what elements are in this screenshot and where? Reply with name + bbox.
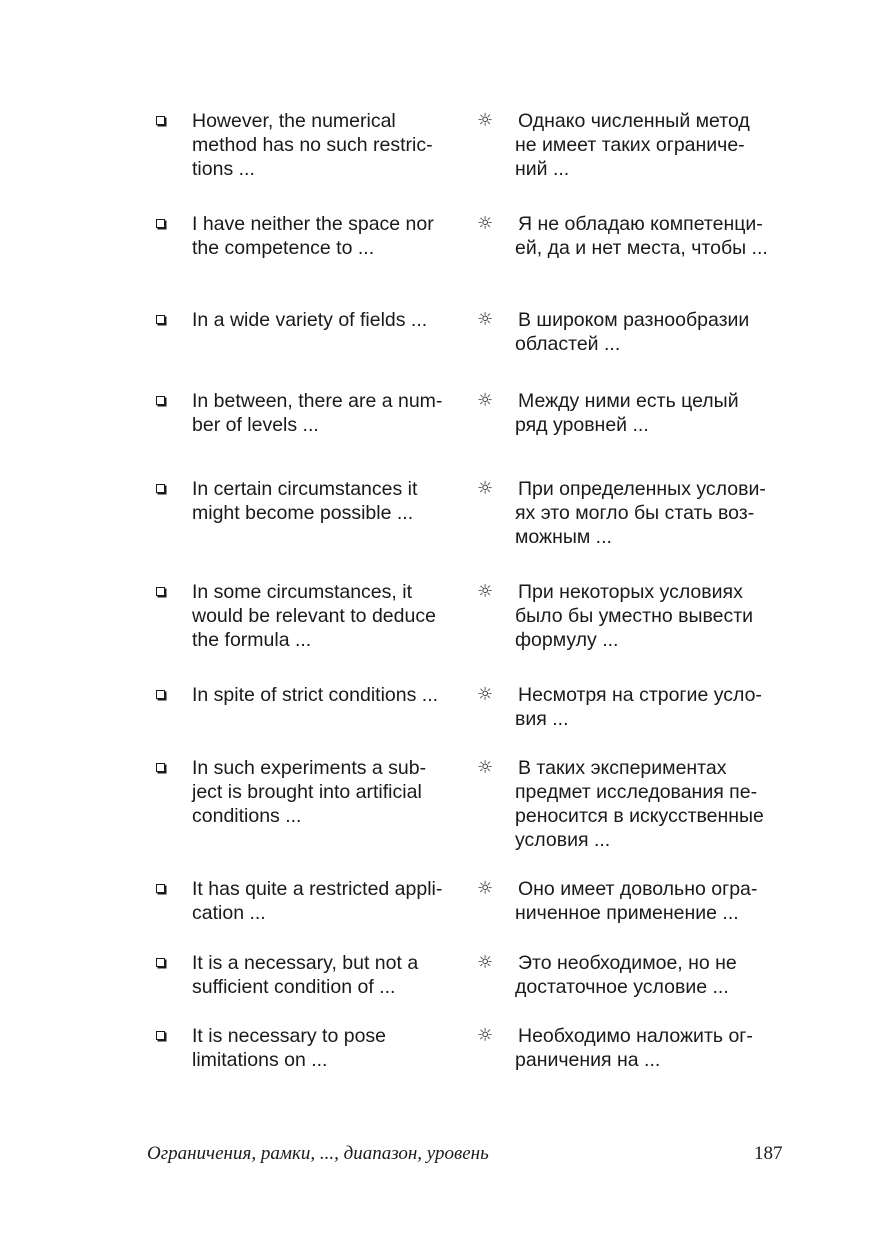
russian-line: было бы уместно вывести bbox=[515, 605, 754, 627]
english-line: However, the numerical bbox=[192, 110, 396, 132]
russian-phrase bbox=[515, 109, 795, 181]
russian-line: ях это могло бы стать воз- bbox=[515, 502, 755, 524]
english-phrase bbox=[192, 683, 467, 707]
russian-line: В широком разнообразии bbox=[518, 309, 750, 331]
russian-line: Оно имеет довольно огра- bbox=[518, 878, 758, 900]
russian-line: не имеет таких ограниче- bbox=[515, 134, 745, 156]
english-line: It has quite a restricted appli- bbox=[192, 878, 443, 900]
english-line: method has no such restric- bbox=[192, 134, 433, 156]
english-line: conditions ... bbox=[192, 805, 302, 827]
checkbox-square-icon bbox=[156, 219, 165, 228]
russian-line: При определенных услови- bbox=[518, 478, 766, 500]
english-phrase bbox=[192, 1024, 467, 1072]
russian-phrase bbox=[515, 389, 795, 437]
english-phrase bbox=[192, 308, 467, 332]
russian-line: вия ... bbox=[515, 708, 569, 730]
english-line: tions ... bbox=[192, 158, 255, 180]
russian-line: ний ... bbox=[515, 158, 570, 180]
sun-icon: ☼ bbox=[477, 952, 494, 973]
english-line: the competence to ... bbox=[192, 237, 375, 259]
english-line: would be relevant to deduce bbox=[192, 605, 436, 627]
checkbox-square-icon bbox=[156, 396, 165, 405]
sun-icon: ☼ bbox=[477, 757, 494, 778]
english-phrase bbox=[192, 212, 467, 260]
checkbox-square-icon bbox=[156, 315, 165, 324]
english-line: ber of levels ... bbox=[192, 414, 319, 436]
sun-icon: ☼ bbox=[477, 213, 494, 234]
english-line: It is necessary to pose bbox=[192, 1025, 387, 1047]
english-phrase bbox=[192, 756, 467, 828]
russian-line: ниченное применение ... bbox=[515, 902, 739, 924]
checkbox-square-icon bbox=[156, 587, 165, 596]
russian-line: Я не обладаю компетенци- bbox=[518, 213, 763, 235]
checkbox-square-icon bbox=[156, 884, 165, 893]
russian-phrase bbox=[515, 877, 795, 925]
english-phrase bbox=[192, 389, 467, 437]
sun-icon: ☼ bbox=[477, 878, 494, 899]
russian-line: Однако численный метод bbox=[518, 110, 750, 132]
checkbox-square-icon bbox=[156, 958, 165, 967]
russian-phrase bbox=[515, 683, 795, 731]
english-phrase bbox=[192, 477, 467, 525]
russian-line: ей, да и нет места, чтобы ... bbox=[515, 237, 768, 259]
english-line: might become possible ... bbox=[192, 502, 414, 524]
checkbox-square-icon bbox=[156, 763, 165, 772]
sun-icon: ☼ bbox=[477, 390, 494, 411]
sun-icon: ☼ bbox=[477, 478, 494, 499]
russian-phrase bbox=[515, 580, 795, 652]
russian-line: условия ... bbox=[515, 829, 611, 851]
russian-line: достаточное условие ... bbox=[515, 976, 729, 998]
english-line: limitations on ... bbox=[192, 1049, 328, 1071]
english-line: In a wide variety of fields ... bbox=[192, 309, 428, 331]
running-footer-title: Ограничения, рамки, ..., диапазон, уровень bbox=[147, 1143, 489, 1164]
english-line: In certain circumstances it bbox=[192, 478, 418, 500]
russian-line: Необходимо наложить ог- bbox=[518, 1025, 753, 1047]
russian-line: формулу ... bbox=[515, 629, 619, 651]
english-phrase bbox=[192, 951, 467, 999]
sun-icon: ☼ bbox=[477, 1025, 494, 1046]
english-line: cation ... bbox=[192, 902, 266, 924]
page-number: 187 bbox=[754, 1143, 783, 1164]
english-line: I have neither the space nor bbox=[192, 213, 434, 235]
english-line: In such experiments a sub- bbox=[192, 757, 427, 779]
checkbox-square-icon bbox=[156, 116, 165, 125]
russian-line: реносится в искусственные bbox=[515, 805, 764, 827]
checkbox-square-icon bbox=[156, 484, 165, 493]
russian-phrase bbox=[515, 308, 795, 356]
english-line: In some circumstances, it bbox=[192, 581, 412, 603]
russian-line: Это необходимое, но не bbox=[518, 952, 737, 974]
russian-line: раничения на ... bbox=[515, 1049, 661, 1071]
sun-icon: ☼ bbox=[477, 684, 494, 705]
russian-line: областей ... bbox=[515, 333, 621, 355]
english-phrase bbox=[192, 580, 467, 652]
sun-icon: ☼ bbox=[477, 110, 494, 131]
russian-phrase bbox=[515, 477, 795, 549]
english-line: It is a necessary, but not a bbox=[192, 952, 419, 974]
sun-icon: ☼ bbox=[477, 581, 494, 602]
english-phrase bbox=[192, 109, 467, 181]
english-line: the formula ... bbox=[192, 629, 312, 651]
russian-line: можным ... bbox=[515, 526, 612, 548]
russian-line: При некоторых условиях bbox=[518, 581, 743, 603]
checkbox-square-icon bbox=[156, 690, 165, 699]
english-line: ject is brought into artificial bbox=[192, 781, 422, 803]
english-phrase bbox=[192, 877, 467, 925]
russian-phrase bbox=[515, 951, 795, 999]
english-line: In between, there are a num- bbox=[192, 390, 443, 412]
russian-phrase bbox=[515, 1024, 795, 1072]
russian-line: ряд уровней ... bbox=[515, 414, 649, 436]
russian-line: Несмотря на строгие усло- bbox=[518, 684, 762, 706]
russian-line: В таких экспериментах bbox=[518, 757, 727, 779]
english-line: sufficient condition of ... bbox=[192, 976, 396, 998]
russian-phrase bbox=[515, 212, 795, 260]
russian-line: Между ними есть целый bbox=[518, 390, 739, 412]
checkbox-square-icon bbox=[156, 1031, 165, 1040]
russian-phrase bbox=[515, 756, 795, 852]
sun-icon: ☼ bbox=[477, 309, 494, 330]
english-line: In spite of strict conditions ... bbox=[192, 684, 439, 706]
russian-line: предмет исследования пе- bbox=[515, 781, 758, 803]
